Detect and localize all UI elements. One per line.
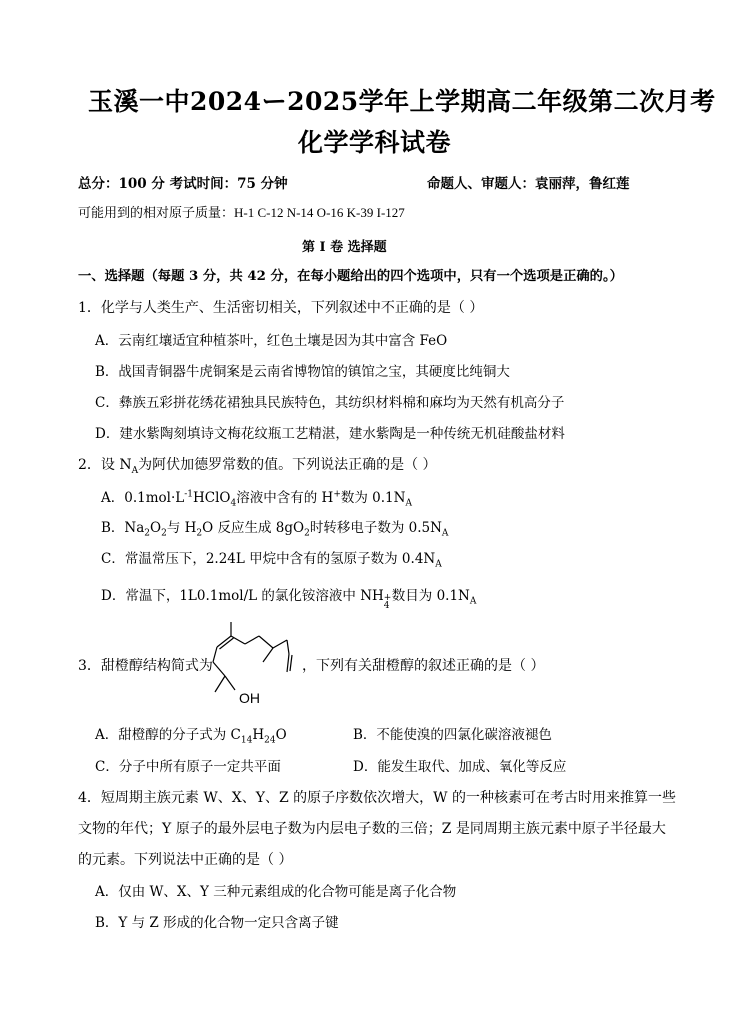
q4-stem-line1: 4．短周期主族元素 W、X、Y、Z 的原子序数依次增大，W 的一种核素可在考古时用来推算一些 <box>78 790 676 806</box>
q2-stem: 2．设 $N_A$为阿伏加德罗常数的值。下列说法正确的是（ ） <box>78 457 437 476</box>
q2-option-a: A．$0.1mol\cdot L^{-1}HClO_4$溶液中含有的 H+数为 $0.1N_A$ <box>101 489 412 509</box>
exam-subtitle: 化学学科试卷 <box>298 128 452 157</box>
score-time: 总分：100 分 考试时间：75 分钟 <box>78 176 288 192</box>
authors: 命题人、审题人：袁丽萍，鲁红莲 <box>427 176 630 192</box>
q4-option-a: A．仅由 W、X、Y 三种元素组成的化合物可能是离子化合物 <box>95 884 457 900</box>
q2-option-b: B．$Na_2O_2$与 $H_2O$ 反应生成 $8gO_2$时转移电子数为 $0.5N_A$ <box>101 520 449 539</box>
sweet-orange-alcohol-structure <box>205 612 305 710</box>
q3-option-d: D．能发生取代、加成、氧化等反应 <box>353 759 567 775</box>
oh-label: OH <box>239 690 260 706</box>
part-heading: 一、选择题（每题 3 分，共 42 分，在每小题给出的四个选项中，只有一个选项是正确的。） <box>78 269 623 284</box>
q4-option-b: B．Y 与 Z 形成的化合物一定只含离子键 <box>95 915 339 931</box>
q1-option-c: C．彝族五彩拼花绣花裙独具民族特色，其纺织材料棉和麻均为天然有机高分子 <box>95 395 565 411</box>
atomic-masses: 可能用到的相对原子质量：H-1 C-12 N-14 O-16 K-39 I-127 <box>78 205 405 220</box>
q3-stem-part1: 3．甜橙醇结构简式为 <box>78 658 213 674</box>
q1-option-d: D．建水紫陶刻填诗文梅花纹瓶工艺精湛，建水紫陶是一种传统无机硅酸盐材料 <box>95 426 565 442</box>
section-title: 第 I 卷 选择题 <box>302 240 387 255</box>
q3-option-c: C．分子中所有原子一定共平面 <box>95 759 281 775</box>
q4-stem-line3: 的元素。下列说法中正确的是（ ） <box>78 852 293 868</box>
q4-stem-line2: 文物的年代；Y 原子的最外层电子数为内层电子数的三倍；Z 是同周期主族元素中原子半径最大 <box>78 821 666 837</box>
q1-option-a: A．云南红壤适宜种植茶叶，红色土壤是因为其中富含 FeO <box>95 333 448 349</box>
q2-option-d: D．常温下，1L0.1mol/L 的氯化铵溶液中 NH + 4 数目为 $0.1N_A$ <box>101 588 477 611</box>
exam-title: 玉溪一中2024ー2025学年上学期高二年级第二次月考 <box>88 87 716 116</box>
q3-option-a: A．甜橙醇的分子式为 $C_{14}H_{24}O$ <box>95 727 287 746</box>
q1-stem: 1．化学与人类生产、生活密切相关，下列叙述中不正确的是（ ） <box>78 300 484 316</box>
q3-stem-part2: ，下列有关甜橙醇的叙述正确的是（ ） <box>302 658 545 674</box>
q1-option-b: B．战国青铜器牛虎铜案是云南省博物馆的镇馆之宝，其硬度比纯铜大 <box>95 364 510 380</box>
q3-option-b: B．不能使溴的四氯化碳溶液褪色 <box>353 727 552 743</box>
q2-option-c: C．常温常压下，2.24L 甲烷中含有的氢原子数为 $0.4N_A$ <box>101 551 442 570</box>
